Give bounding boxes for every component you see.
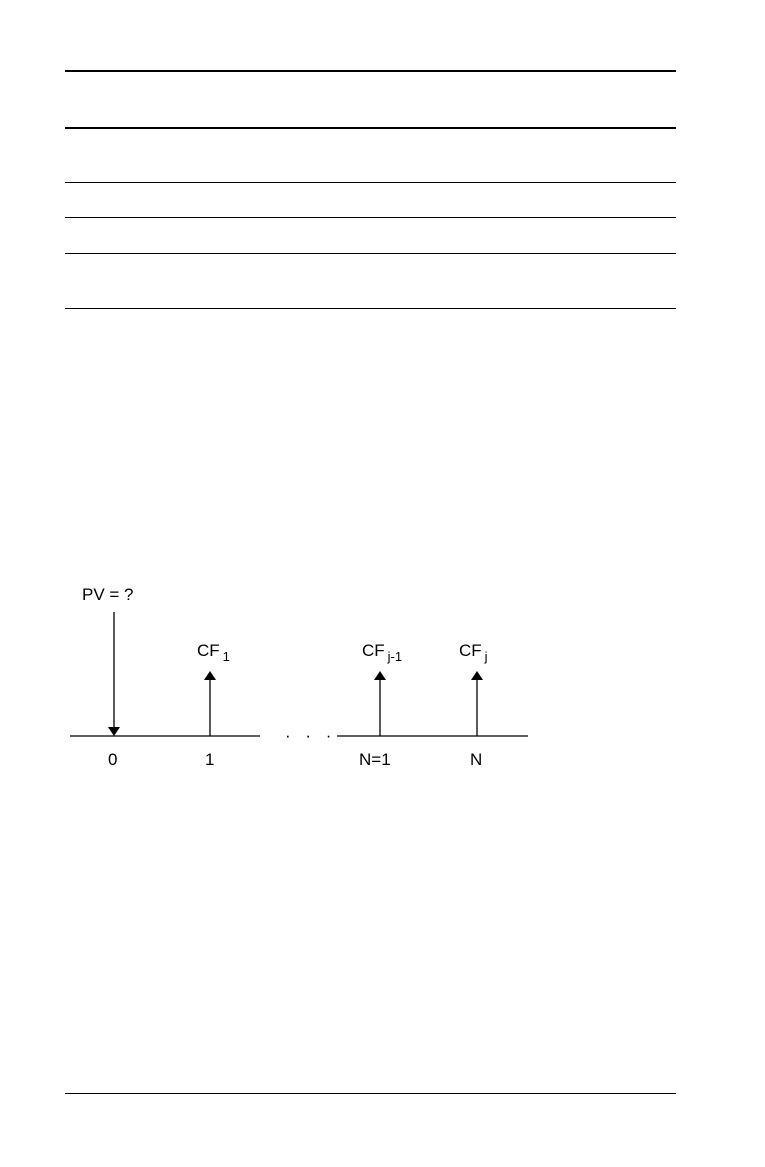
cfj-1-label: [362, 641, 403, 664]
period-label-1: 1: [205, 750, 215, 769]
cfj-label-subscript: j: [484, 649, 488, 664]
table-row-rule: [65, 253, 676, 254]
cfj-1-label-subscript: j-1: [387, 649, 403, 664]
footer-rule: [65, 1093, 676, 1094]
pv-label: PV = ?: [82, 585, 134, 604]
table-row-rule: [65, 182, 676, 183]
period-label-n-minus-1: N=1: [359, 750, 391, 769]
cf1-label-base: CF: [197, 641, 220, 660]
table-top-rule: [65, 70, 676, 72]
cf1-label-subscript: 1: [222, 649, 230, 664]
pv-arrow-head: [108, 727, 120, 736]
cf1-label: [197, 641, 230, 664]
cfj-label: [459, 641, 488, 664]
cash-flow-diagram: [0, 570, 765, 790]
table-bottom-rule: [65, 308, 676, 309]
cfj-arrow-head: [471, 671, 483, 680]
cfj-1-label-base: CF: [362, 641, 385, 660]
timeline-ellipsis: · · ·: [285, 726, 337, 745]
period-label-0: 0: [108, 750, 118, 769]
table-row-rule: [65, 217, 676, 218]
cf1-arrow-head: [204, 671, 216, 680]
cfj-1-arrow-head: [374, 671, 386, 680]
table-header-rule: [65, 127, 676, 129]
period-label-n: N: [470, 750, 483, 769]
cfj-label-base: CF: [459, 641, 482, 660]
